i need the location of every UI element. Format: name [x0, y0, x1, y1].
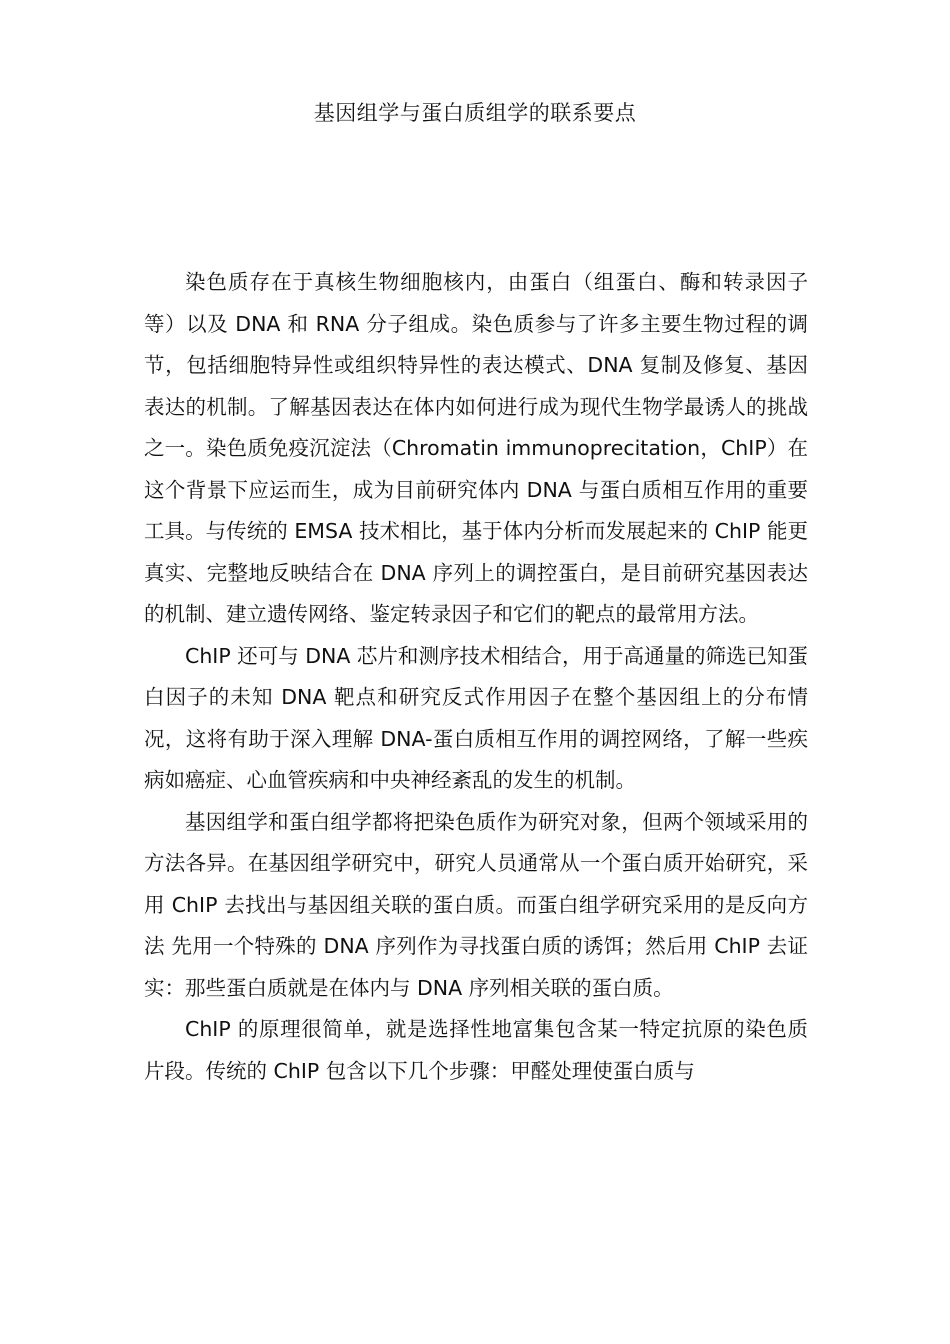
- document-body: [144, 262, 808, 1092]
- document-title: 基因组学与蛋白质组学的联系要点: [313, 101, 637, 125]
- paragraph-chromatin-intro: 染色质存在于真核生物细胞核内，由蛋白（组蛋白、酶和转录因子等）以及 DNA 和 RNA 分子组成。染色质参与了许多主要生物过程的调节，包括细胞特异性或组织特异性的表达模式、DNA 复制及修复、基因表达的机制。了解基因表达在体内如何进行成为现代生物学最诱人的挑战之一。染色质免疫沉淀法（Chromatin immunoprecitation，ChIP）在这个背景下应运而生，成为目前研究体内 DNA 与蛋白质相互作用的重要工具。与传统的 EMSA 技术相比，基于体内分析而发展起来的 ChIP 能更真实、完整地反映结合在 DNA 序列上的调控蛋白，是目前研究基因表达的机制、建立遗传网络、鉴定转录因子和它们的靶点的最常用方法。: [144, 270, 808, 626]
- paragraph-chip-chip: ChIP 还可与 DNA 芯片和测序技术相结合，用于高通量的筛选已知蛋白因子的未知 DNA 靶点和研究反式作用因子在整个基因组上的分布情况，这将有助于深入理解 DNA-蛋白质相互作用的调控网络，了解一些疾病如癌症、心血管疾病和中央神经紊乱的发生的机制。: [144, 643, 808, 792]
- paragraph-chip-principle: ChIP 的原理很简单，就是选择性地富集包含某一特定抗原的染色质片段。传统的 ChIP 包含以下几个步骤：甲醛处理使蛋白质与: [144, 1017, 808, 1083]
- paragraph-genomics-proteomics: 基因组学和蛋白组学都将把染色质作为研究对象，但两个领域采用的方法各异。在基因组学研究中，研究人员通常从一个蛋白质开始研究，采用 ChIP 去找出与基因组关联的蛋白质。而蛋白组学研究采用的是反向方法 先用一个特殊的 DNA 序列作为寻找蛋白质的诱饵；然后用 ChIP 去证实：那些蛋白质就是在体内与 DNA 序列相关联的蛋白质。: [144, 809, 808, 1000]
